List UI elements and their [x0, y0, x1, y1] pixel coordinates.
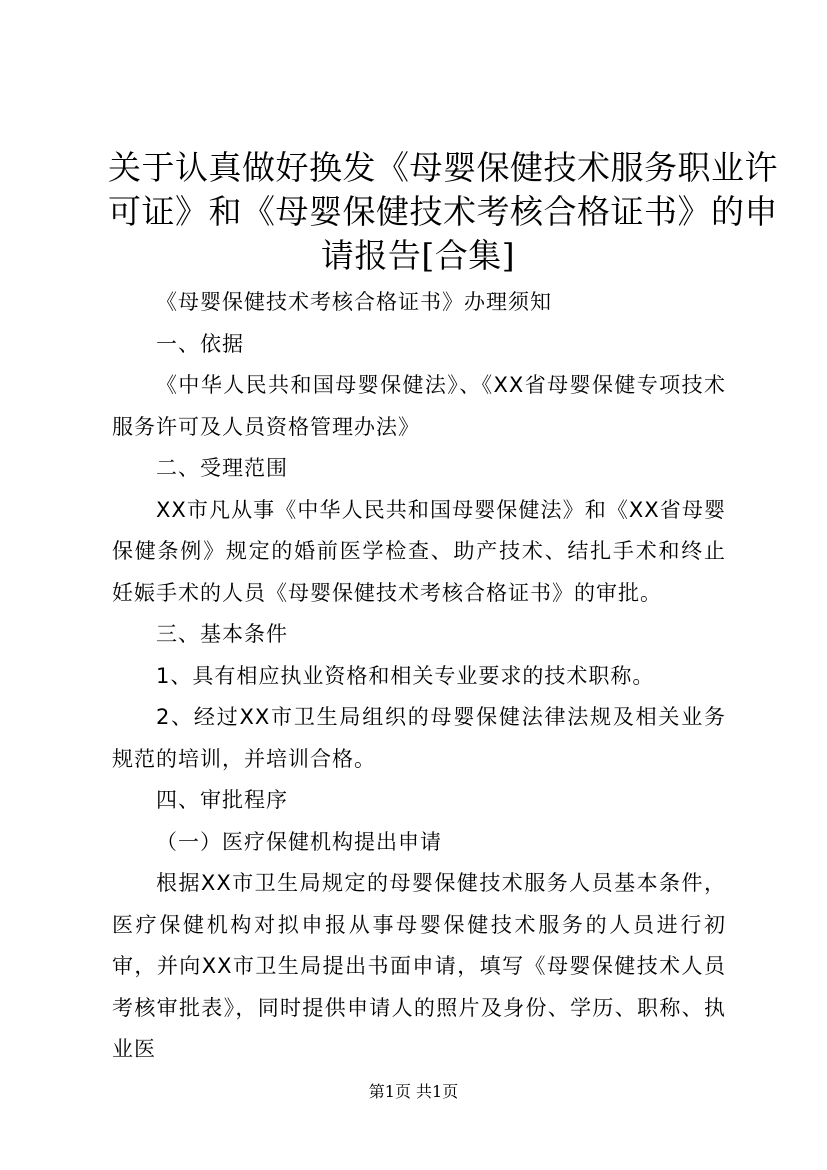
document-title [108, 146, 778, 278]
paragraph: XX市凡从事《中华人民共和国母婴保健法》和《XX省母婴保健条例》规定的婚前医学检查、助产技术、结扎手术和终止妊娠手术的人员《母婴保健技术考核合格证书》的审批。 [112, 497, 726, 605]
title-line: 关于认真做好换发《母婴保健技术服务职业许 [108, 148, 778, 187]
paragraph: 《中华人民共和国母婴保健法》、《XX省母婴保健专项技术服务许可及人员资格管理办法》 [112, 373, 726, 439]
paragraph: 1、具有相应执业资格和相关专业要求的技术职称。 [156, 663, 655, 688]
page-footer: 第1页 共1页 [368, 1082, 459, 1101]
section-heading: 四、审批程序 [156, 788, 288, 812]
title-line: 可证》和《母婴保健技术考核合格证书》的申 [108, 192, 778, 231]
section-heading: 二、受理范围 [156, 456, 288, 480]
paragraph: 2、经过XX市卫生局组织的母婴保健法律法规及相关业务规范的培训，并培训合格。 [112, 705, 726, 771]
title-line: 请报告[合集] [320, 236, 516, 275]
section-heading: 一、依据 [156, 331, 244, 356]
paragraph: 《母婴保健技术考核合格证书》办理须知 [156, 290, 552, 314]
document-body [112, 282, 726, 1071]
section-heading: 三、基本条件 [156, 622, 288, 646]
paragraph: 根据XX市卫生局规定的母婴保健技术服务人员基本条件，医疗保健机构对拟申报从事母婴保健技术服务的人员进行初审，并向XX市卫生局提出书面申请，填写《母婴保健技术人员考核审批表》，同时提供申请人的照片及身份、学历、职称、执业医 [112, 871, 726, 1061]
subsection-heading: （一）医疗保健机构提出申请 [156, 829, 442, 854]
